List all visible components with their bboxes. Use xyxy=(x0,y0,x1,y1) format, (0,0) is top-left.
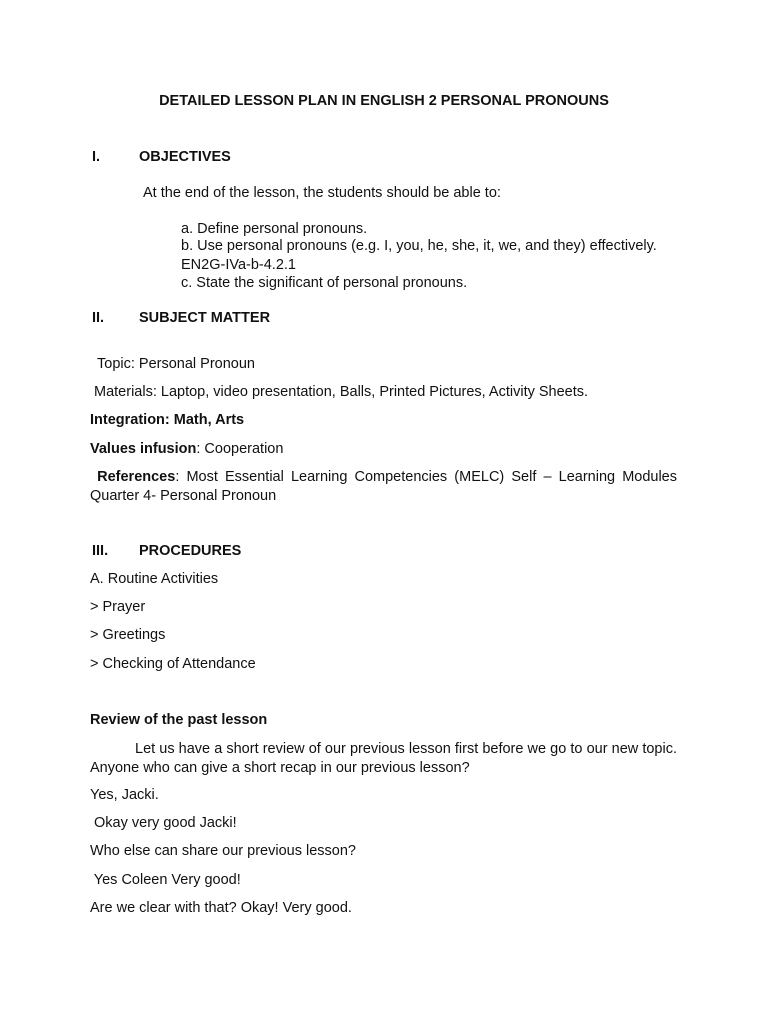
materials-line: Materials: Laptop, video presentation, Balls, Printed Pictures, Activity Sheets. xyxy=(94,384,589,400)
references-paragraph xyxy=(90,468,677,506)
procedures-heading: PROCEDURES xyxy=(139,543,242,559)
subject-matter-number: II. xyxy=(92,310,105,326)
subject-matter-heading: SUBJECT MATTER xyxy=(139,310,271,326)
references-text: : Most Essential Learning Competencies (MELC) Self – Learning Modules Quarter 4- Personal Pronoun xyxy=(90,469,677,504)
review-paragraph-text: Let us have a short review of our previous lesson first before we go to our new topic. Anyone who can give a short recap in our previous lesson? xyxy=(90,741,677,776)
dialogue-line-4: Yes Coleen Very good! xyxy=(90,872,241,888)
values-infusion-text: : Cooperation xyxy=(196,441,284,457)
review-heading: Review of the past lesson xyxy=(90,712,268,728)
document-title: DETAILED LESSON PLAN IN ENGLISH 2 PERSONAL PRONOUNS xyxy=(159,93,609,109)
dialogue-line-2: Okay very good Jacki! xyxy=(90,815,237,831)
references-label: References xyxy=(97,469,176,485)
objectives-intro: At the end of the lesson, the students should be able to: xyxy=(143,185,501,201)
dialogue-line-5: Are we clear with that? Okay! Very good. xyxy=(90,900,352,916)
review-paragraph xyxy=(90,740,677,778)
routine-item-attendance: > Checking of Attendance xyxy=(90,656,256,672)
objectives-number: I. xyxy=(92,149,101,165)
objective-item-b: b. Use personal pronouns (e.g. I, you, he, she, it, we, and they) effectively. xyxy=(181,238,657,254)
routine-item-greetings: > Greetings xyxy=(90,627,166,643)
values-infusion-label: Values infusion xyxy=(90,441,197,457)
objective-item-code: EN2G-IVa-b-4.2.1 xyxy=(181,257,296,273)
topic-line: Topic: Personal Pronoun xyxy=(97,356,255,372)
dialogue-line-3: Who else can share our previous lesson? xyxy=(90,843,356,859)
procedures-number: III. xyxy=(92,543,109,559)
objective-item-a: a. Define personal pronouns. xyxy=(181,221,368,237)
routine-activities-heading: A. Routine Activities xyxy=(90,571,219,587)
integration-line: Integration: Math, Arts xyxy=(90,412,245,428)
objective-item-c: c. State the significant of personal pronouns. xyxy=(181,275,468,291)
values-infusion-line xyxy=(90,441,283,457)
objectives-heading: OBJECTIVES xyxy=(139,149,231,165)
routine-item-prayer: > Prayer xyxy=(90,599,146,615)
dialogue-line-1: Yes, Jacki. xyxy=(90,787,159,803)
